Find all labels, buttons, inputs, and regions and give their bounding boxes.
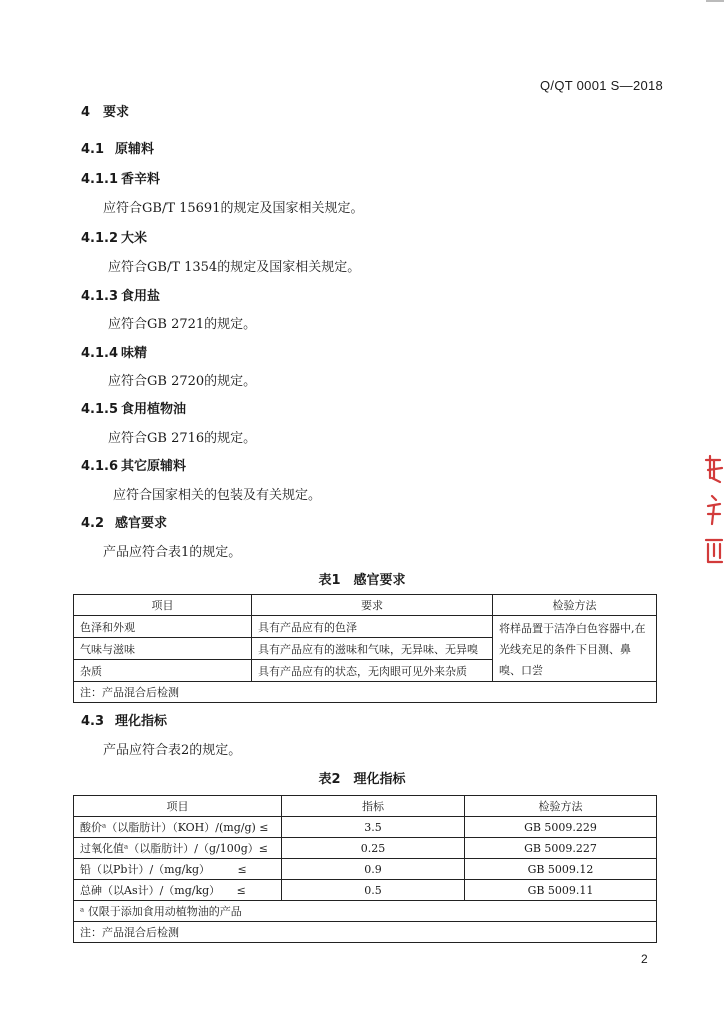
section-4-1-3-heading [81,285,160,304]
section-title: 其它原辅料 [121,459,187,474]
table-note-row [74,922,657,943]
section-4-2-heading [81,512,167,531]
requirement-cell: 具有产品应有的色泽 [252,616,493,638]
section-4-1-2-text: 应符合GB/T 1354的规定及国家相关规定。 [108,260,361,275]
method-cell: GB 5009.229 [465,817,657,838]
section-title: 原辅料 [115,142,155,157]
table-row [74,817,657,838]
section-title: 要求 [103,105,130,120]
table-header-row [74,595,657,616]
item-cell: 过氧化值ᵃ（以脂肪计）/（g/100g）≤ [74,838,282,859]
table-note: 注：产品混合后检测 [74,682,657,703]
section-title: 大米 [121,231,148,246]
item-cell: 总砷（以As计）/（mg/kg） ≤ [74,880,282,901]
header-cell: 项目 [74,595,252,616]
method-cell: 将样品置于洁净白色容器中,在光线充足的条件下目测、鼻嗅、口尝 [493,616,657,682]
section-4-heading [81,101,129,120]
section-4-1-1-text: 应符合GB/T 15691的规定及国家相关规定。 [103,201,364,216]
section-4-1-4-text: 应符合GB 2720的规定。 [108,374,257,389]
table-note-row [74,682,657,703]
value-cell: 0.25 [282,838,465,859]
section-title: 味精 [121,346,148,361]
section-4-1-6-heading [81,455,186,474]
table-1-caption: 表1 感官要求 [318,573,406,588]
section-number: 4.1.3 [81,289,119,304]
seal-stroke [708,496,720,524]
section-title: 感官要求 [115,516,168,531]
section-4-1-2-heading [81,227,147,246]
table-header-row [74,796,657,817]
section-4-1-5-text: 应符合GB 2716的规定。 [108,431,257,446]
section-number: 4.1 [81,142,105,157]
section-number: 4.1.4 [81,346,119,361]
seal-stamp-strokes [706,456,722,562]
sensory-requirements-table [73,594,657,703]
table-note: 注：产品混合后检测 [74,922,657,943]
section-4-1-4-heading [81,342,147,361]
table-row [74,616,657,638]
header-cell: 检验方法 [465,796,657,817]
table-row [74,880,657,901]
scan-edge-mark [706,0,724,2]
section-number: 4.1.2 [81,231,119,246]
seal-stroke [706,540,722,562]
header-cell: 检验方法 [493,595,657,616]
section-number: 4.1.6 [81,459,119,474]
method-cell: GB 5009.11 [465,880,657,901]
item-cell: 色泽和外观 [74,616,252,638]
section-4-1-3-text: 应符合GB 2721的规定。 [108,317,257,332]
method-cell: GB 5009.12 [465,859,657,880]
table-2-caption: 表2 理化指标 [318,772,406,787]
table-footnote: ᵃ 仅限于添加食用动植物油的产品 [74,901,657,922]
section-number: 4 [81,105,91,120]
section-number: 4.3 [81,714,105,729]
item-cell: 铅（以Pb计）/（mg/kg） ≤ [74,859,282,880]
requirement-cell: 具有产品应有的滋味和气味，无异味、无异嗅 [252,638,493,660]
item-cell: 杂质 [74,660,252,682]
section-title: 理化指标 [115,714,168,729]
section-number: 4.2 [81,516,105,531]
method-cell: GB 5009.227 [465,838,657,859]
section-4-1-heading [81,138,154,157]
page-number: 2 [641,952,648,966]
section-number: 4.1.5 [81,402,119,417]
value-cell: 0.5 [282,880,465,901]
requirement-cell: 具有产品应有的状态，无肉眼可见外来杂质 [252,660,493,682]
table-footnote-row [74,901,657,922]
document-id: Q/QT 0001 S—2018 [540,78,664,93]
value-cell: 0.9 [282,859,465,880]
value-cell: 3.5 [282,817,465,838]
section-title: 食用植物油 [121,402,187,417]
table-row [74,838,657,859]
physicochemical-indicators-table [73,795,657,943]
table-row [74,859,657,880]
item-cell: 酸价ᵃ（以脂肪计）（KOH）/(mg/g) ≤ [74,817,282,838]
section-4-1-6-text: 应符合国家相关的包装及有关规定。 [113,488,322,503]
section-4-2-text: 产品应符合表1的规定。 [103,545,242,560]
header-cell: 要求 [252,595,493,616]
seal-stamp-fragment [700,448,724,568]
section-number: 4.1.1 [81,172,119,187]
section-4-3-text: 产品应符合表2的规定。 [103,743,242,758]
seal-stroke [706,456,722,482]
header-cell: 项目 [74,796,282,817]
item-cell: 气味与滋味 [74,638,252,660]
section-4-1-1-heading [81,168,160,187]
section-title: 食用盐 [121,289,161,304]
section-4-3-heading [81,710,167,729]
header-cell: 指标 [282,796,465,817]
section-4-1-5-heading [81,398,186,417]
section-title: 香辛料 [121,172,161,187]
